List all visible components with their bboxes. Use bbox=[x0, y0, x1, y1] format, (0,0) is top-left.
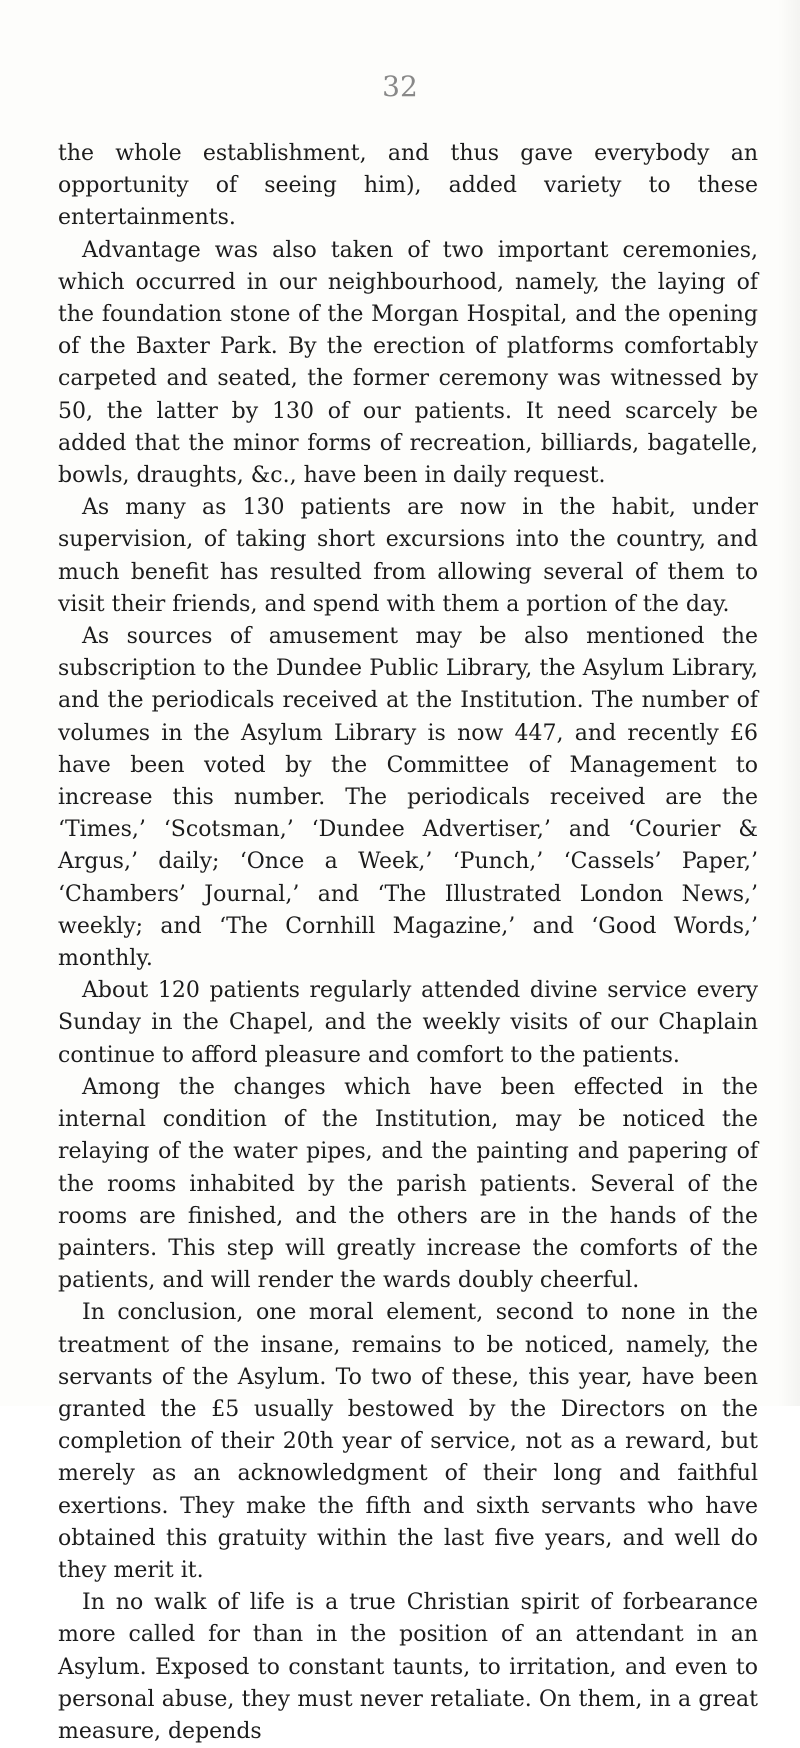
paragraph-internal-changes: Among the changes which have been effected in the internal condition of the Institution, may be noticed the relaying of the water pipes, and the painting and papering of the rooms inhabited by the parish patients. Several of the rooms are finished, and the others are in the hands of the painters. This step will greatly increase the comforts of the patients, and will render the wards doubly cheerful. bbox=[58, 1074, 758, 1294]
paragraph-library: As sources of amusement may be also mentioned the subscription to the Dundee Public Library, the Asylum Library, and the periodicals received at the Institution. The number of volumes in the Asylum Library is now 447, and recently £6 have been voted by the Committee of Management to increase this number. The periodicals received are the ‘Times,’ ‘Scotsman,’ ‘Dundee Advertiser,’ and ‘Courier & Argus,’ daily; ‘Once a Week,’ ‘Punch,’ ‘Cassels’ Paper,’ ‘Chambers’ Journal,’ and ‘The Illustrated London News,’ weekly; and ‘The Cornhill Magazine,’ and ‘Good Words,’ monthly. bbox=[58, 624, 758, 972]
paragraph-excursions: As many as 130 patients are now in the habit, under supervision, of taking short excursions into the country, and much benefit has resulted from allowing several of them to visit their friends, and spend with them a portion of the day. bbox=[58, 495, 758, 617]
body-text bbox=[58, 138, 758, 1748]
paragraph-servants: In conclusion, one moral element, second to none in the treatment of the insane, remains to be noticed, namely, the servants of the Asylum. To two of these, this year, have been granted the £5 usually bestowed by the Directors on the completion of their 20th year of service, not as a reward, but merely as an acknowledgment of their long and faithful exertions. They make the fifth and sixth servants who have obtained this gratuity within the last five years, and well do they merit it. bbox=[58, 1300, 758, 1583]
paragraph-continuation: the whole establishment, and thus gave everybody an opportunity of seeing him), added variety to these entertainments. bbox=[58, 141, 758, 231]
paragraph-ceremonies: Advantage was also taken of two important ceremonies, which occurred in our neighbourhood, namely, the laying of the foundation stone of the Morgan Hospital, and the opening of the Baxter Park. By the erection of platforms comfortably carpeted and seated, the former ceremony was witnessed by 50, the latter by 130 of our patients. It need scarcely be added that the minor forms of recreation, billiards, bagatelle, bowls, draughts, &c., have been in daily request. bbox=[58, 237, 758, 489]
page-edge-shadow bbox=[778, 0, 800, 1406]
paragraph-divine-service: About 120 patients regularly attended divine service every Sunday in the Chapel, and the weekly visits of our Chaplain continue to afford pleasure and comfort to the patients. bbox=[58, 978, 758, 1068]
paragraph-attendants: In no walk of life is a true Christian spirit of forbearance more called for than in the position of an attendant in an Asylum. Exposed to constant taunts, to irritation, and even to personal abuse, they must never retaliate. On them, in a great measure, depends bbox=[58, 1590, 758, 1744]
page-number: 32 bbox=[382, 70, 418, 103]
